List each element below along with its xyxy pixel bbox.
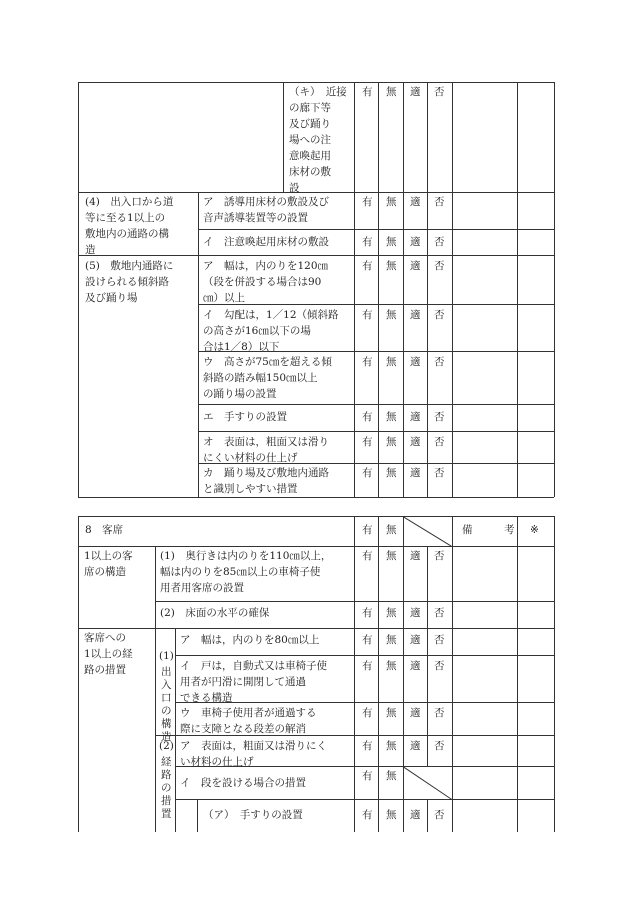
- mark-ok: 適: [410, 550, 421, 562]
- mark-ok: 適: [410, 809, 421, 821]
- s4-label-line: 造: [85, 244, 96, 256]
- rule: [175, 628, 176, 832]
- sub2-label-char: 経: [161, 756, 172, 768]
- mark-ok: 適: [410, 309, 421, 321]
- rule: [378, 82, 379, 497]
- title-mark-yes: 有: [362, 524, 373, 536]
- sub1-label-char: 入: [161, 679, 172, 691]
- mark-ng: 否: [434, 196, 445, 208]
- title-mark-no: 無: [386, 524, 397, 536]
- rule: [554, 82, 555, 497]
- seat-label-line: 1以上の客: [84, 550, 133, 562]
- mark-ng: 否: [434, 634, 445, 646]
- s4-item-i: イ 注意喚起用床材の敷設: [203, 236, 329, 248]
- s5-item-o: オ 表面は，粗面又は滑り: [203, 436, 329, 448]
- s5-item-u: ウ 高さが75㎝を超える傾: [203, 356, 332, 368]
- mark-ng: 否: [434, 260, 445, 272]
- mark-ok: 適: [410, 356, 421, 368]
- mark-ok: 適: [410, 260, 421, 272]
- mark-yes: 有: [362, 309, 373, 321]
- seat-label-line: 席の構造: [84, 566, 126, 578]
- mark-ok: 適: [410, 86, 421, 98]
- seat-item-1: 幅は内のりを85㎝以上の車椅子使: [160, 566, 321, 578]
- rule: [198, 304, 554, 305]
- rule: [78, 516, 79, 832]
- seat-item-2: (2) 床面の水平の確保: [160, 607, 270, 619]
- mark-yes: 有: [362, 770, 373, 782]
- rule: [78, 546, 554, 547]
- rule: [517, 516, 518, 832]
- rule: [452, 516, 453, 832]
- mark-ng: 否: [434, 411, 445, 423]
- mark-yes: 有: [362, 809, 373, 821]
- route-item-a: ア 幅は，内のりを80㎝以上: [180, 634, 320, 646]
- asterisk-header: ※: [530, 524, 539, 536]
- rule: [198, 404, 554, 405]
- mark-yes: 有: [362, 436, 373, 448]
- route-item-i: イ 戸は，自動式又は車椅子使: [180, 660, 327, 672]
- rule: [78, 255, 554, 256]
- sub2-label-char: 路: [161, 769, 172, 781]
- rule: [197, 799, 198, 832]
- diagonal-rule: [402, 766, 452, 800]
- mark-ng: 否: [434, 550, 445, 562]
- s5-item-a: ㎝）以上: [203, 292, 245, 304]
- ki-item-line: （キ） 近接: [289, 86, 347, 98]
- mark-ok: 適: [410, 607, 421, 619]
- route-item-i2: イ 段を設ける場合の措置: [180, 777, 306, 789]
- s4-label-line: (4) 出入口から道: [85, 196, 174, 208]
- mark-ok: 適: [410, 236, 421, 248]
- mark-ng: 否: [434, 809, 445, 821]
- rule: [198, 431, 554, 432]
- remarks-header: 備 考: [462, 524, 515, 536]
- sub1-label-char: 造: [161, 731, 172, 743]
- mark-no: 無: [386, 770, 397, 782]
- mark-ng: 否: [434, 356, 445, 368]
- rule: [517, 82, 518, 497]
- mark-yes: 有: [362, 260, 373, 272]
- rule: [554, 516, 555, 832]
- s5-label-line: (5) 敷地内通路に: [85, 260, 174, 272]
- mark-no: 無: [386, 809, 397, 821]
- mark-yes: 有: [362, 634, 373, 646]
- mark-yes: 有: [362, 196, 373, 208]
- mark-ng: 否: [434, 436, 445, 448]
- mark-no: 無: [386, 309, 397, 321]
- mark-no: 無: [386, 607, 397, 619]
- s5-item-ka: と識別しやすい措置: [203, 483, 298, 495]
- mark-no: 無: [386, 740, 397, 752]
- section-title: 8 客席: [85, 524, 124, 536]
- mark-ok: 適: [410, 467, 421, 479]
- s4-item-a: ア 誘導用床材の敷設及び: [203, 196, 329, 208]
- route-item-u: 際に支障となる段差の解消: [180, 723, 306, 735]
- seat-item-1: (1) 奥行きは内のりを110㎝以上，: [160, 550, 332, 562]
- mark-no: 無: [386, 411, 397, 423]
- rule: [198, 192, 199, 497]
- mark-no: 無: [386, 236, 397, 248]
- s4-label-line: 等に至る1以上の: [85, 212, 166, 224]
- rule: [427, 546, 428, 766]
- route-item-u: ウ 車椅子使用者が通過する: [180, 707, 317, 719]
- rule: [354, 82, 355, 497]
- s5-item-u: 斜路の踏み幅150㎝以上: [203, 372, 318, 384]
- mark-no: 無: [386, 356, 397, 368]
- s5-item-e: エ 手すりの設置: [203, 411, 287, 423]
- route-item-a2: ア 表面は，粗面又は滑りにく: [180, 740, 327, 752]
- s5-item-o: にくい材料の仕上げ: [203, 452, 298, 464]
- route-label-line: 路の措置: [84, 664, 126, 676]
- mark-ok: 適: [410, 707, 421, 719]
- mark-ng: 否: [434, 660, 445, 672]
- diagonal-rule: [402, 516, 452, 547]
- mark-ok: 適: [410, 196, 421, 208]
- sub1-label-char: 構: [161, 718, 172, 730]
- mark-ng: 否: [434, 467, 445, 479]
- mark-yes: 有: [362, 550, 373, 562]
- mark-no: 無: [386, 436, 397, 448]
- mark-ng: 否: [434, 309, 445, 321]
- rule: [175, 655, 554, 656]
- s5-item-ka: カ 踊り場及び敷地内通路: [203, 467, 329, 479]
- rule: [78, 516, 554, 517]
- sub2-label-char: 措: [161, 795, 172, 807]
- mark-ok: 適: [410, 634, 421, 646]
- mark-yes: 有: [362, 86, 373, 98]
- s5-item-u: の踊り場の設置: [203, 388, 277, 400]
- s5-item-i: イ 勾配は，1／12（傾斜路: [203, 309, 339, 321]
- rule: [175, 799, 554, 800]
- s4-item-a: 音声誘導装置等の設置: [203, 212, 308, 224]
- mark-no: 無: [386, 467, 397, 479]
- s5-item-i: の高さが16㎝以下の場: [203, 325, 311, 337]
- mark-no: 無: [386, 707, 397, 719]
- mark-yes: 有: [362, 467, 373, 479]
- ki-item-line: 及び踊り: [289, 118, 331, 130]
- rule: [198, 229, 554, 230]
- seat-item-1: 用者用客席の設置: [160, 582, 244, 594]
- rule: [155, 546, 156, 832]
- s4-label-line: 敷地内の通路の構: [85, 228, 169, 240]
- ki-item-line: の廊下等: [289, 102, 331, 114]
- mark-no: 無: [386, 660, 397, 672]
- rule: [354, 516, 355, 832]
- mark-ng: 否: [434, 740, 445, 752]
- mark-ng: 否: [434, 607, 445, 619]
- mark-no: 無: [386, 196, 397, 208]
- route-item-i: 用者が円滑に開閉して通過: [180, 676, 306, 688]
- mark-yes: 有: [362, 411, 373, 423]
- sub1-number: (1): [159, 650, 174, 662]
- mark-yes: 有: [362, 740, 373, 752]
- ki-item-line: 設: [289, 182, 300, 194]
- mark-no: 無: [386, 86, 397, 98]
- rule: [78, 82, 79, 497]
- mark-ng: 否: [434, 86, 445, 98]
- mark-yes: 有: [362, 607, 373, 619]
- ki-item-line: 床材の敷: [289, 166, 331, 178]
- rule: [78, 192, 554, 193]
- sub1-label-char: 出: [161, 666, 172, 678]
- rule: [78, 497, 554, 498]
- rule: [403, 82, 404, 497]
- ki-item-line: 場への注: [289, 134, 331, 146]
- mark-ok: 適: [410, 660, 421, 672]
- mark-no: 無: [386, 634, 397, 646]
- sub1-label-char: 口: [161, 692, 172, 704]
- s5-item-i: 合は1／8）以下: [203, 341, 280, 353]
- mark-ok: 適: [410, 740, 421, 752]
- rule: [452, 82, 453, 497]
- rule: [427, 799, 428, 832]
- rule: [403, 516, 404, 832]
- rule: [378, 516, 379, 832]
- s5-item-a: （段を併設する場合は90: [203, 276, 322, 288]
- mark-no: 無: [386, 550, 397, 562]
- route-item-a2: い材料の仕上げ: [180, 756, 254, 768]
- route-label-line: 客席への: [84, 632, 126, 644]
- sub2-label-char: 置: [161, 808, 172, 820]
- rule: [78, 82, 554, 83]
- mark-ok: 適: [410, 436, 421, 448]
- sub2-label-char: の: [161, 782, 172, 794]
- ki-item-line: 意喚起用: [289, 150, 331, 162]
- mark-no: 無: [386, 260, 397, 272]
- mark-ng: 否: [434, 707, 445, 719]
- mark-yes: 有: [362, 236, 373, 248]
- mark-yes: 有: [362, 356, 373, 368]
- route-label-line: 1以上の経: [84, 648, 133, 660]
- rule: [427, 82, 428, 497]
- rule: [78, 628, 554, 629]
- route-item-i: できる構造: [180, 692, 233, 704]
- s5-label-line: 及び踊り場: [85, 292, 138, 304]
- s5-label-line: 設けられる傾斜路: [85, 276, 169, 288]
- mark-yes: 有: [362, 660, 373, 672]
- sub1-label-char: の: [161, 705, 172, 717]
- route-item-p1: （ア） 手すりの設置: [203, 809, 303, 821]
- sub2-number: (2): [159, 740, 174, 752]
- mark-ng: 否: [434, 236, 445, 248]
- mark-yes: 有: [362, 707, 373, 719]
- mark-ok: 適: [410, 411, 421, 423]
- s5-item-a: ア 幅は，内のりを120㎝: [203, 260, 329, 272]
- rule: [283, 82, 284, 192]
